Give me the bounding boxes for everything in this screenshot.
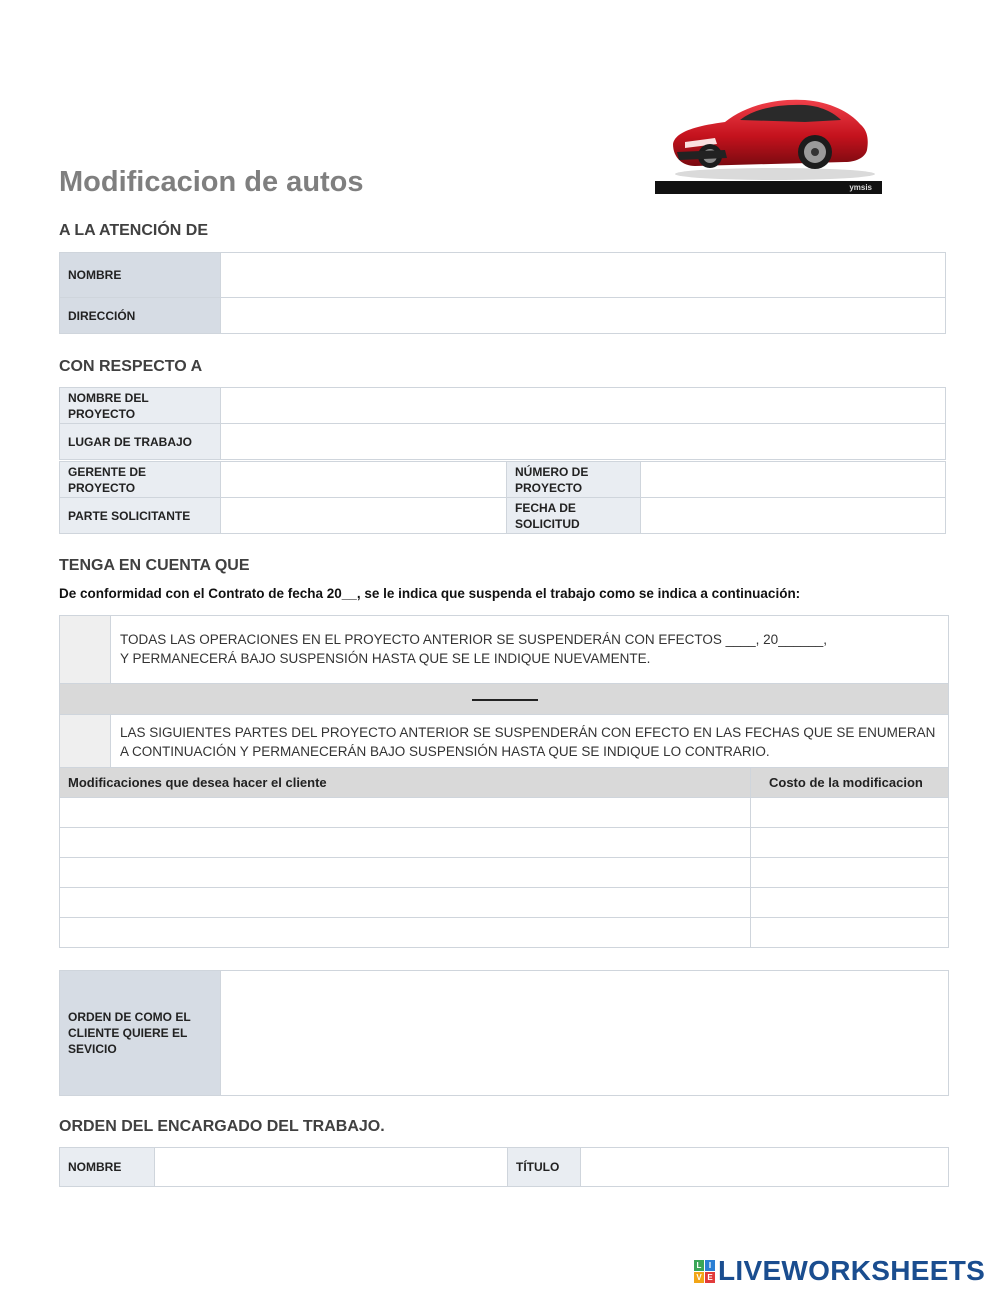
table-row xyxy=(60,918,949,948)
numero-proyecto-field[interactable] xyxy=(641,462,946,498)
fecha-solicitud-label: FECHA DE SOLICITUD xyxy=(507,498,641,534)
nombre-proyecto-field[interactable] xyxy=(221,388,946,424)
cost-cell[interactable] xyxy=(751,858,949,888)
option-2-checkbox[interactable] xyxy=(60,715,111,768)
modification-cell[interactable] xyxy=(60,858,751,888)
nombre-field[interactable] xyxy=(221,253,946,298)
option-1-line-1: TODAS LAS OPERACIONES EN EL PROYECTO ANTERIOR SE SUSPENDERÁN CON EFECTOS ____, 20______, xyxy=(120,632,827,647)
encargado-titulo-label: TÍTULO xyxy=(508,1148,581,1187)
car-image xyxy=(655,92,882,194)
table-row xyxy=(60,888,949,918)
cost-cell[interactable] xyxy=(751,888,949,918)
cost-column-header: Costo de la modificacion xyxy=(751,768,949,798)
orden-cliente-label: ORDEN DE COMO EL CLIENTE QUIERE EL SEVICIO xyxy=(60,971,221,1096)
option-separator xyxy=(60,684,948,715)
respecto-table-top xyxy=(59,387,946,460)
car-image-watermark: ymsis xyxy=(849,183,872,192)
option-1-line-2: Y PERMANECERÁ BAJO SUSPENSIÓN HASTA QUE SE LE INDIQUE NUEVAMENTE. xyxy=(120,651,651,666)
option-1-row xyxy=(60,616,948,684)
logo-text: LIVEWORKSHEETS xyxy=(718,1255,986,1286)
lugar-trabajo-label: LUGAR DE TRABAJO xyxy=(60,424,221,460)
logo-letter: E xyxy=(705,1272,715,1283)
option-1-checkbox[interactable] xyxy=(60,616,111,683)
respecto-table-bottom xyxy=(59,461,946,534)
option-2-row xyxy=(60,715,948,768)
encargado-table xyxy=(59,1147,949,1187)
direccion-field[interactable] xyxy=(221,298,946,334)
atencion-table xyxy=(59,252,946,334)
separator-line xyxy=(472,699,538,701)
encargado-nombre-field[interactable] xyxy=(155,1148,508,1187)
gerente-proyecto-label: GERENTE DE PROYECTO xyxy=(60,462,221,498)
car-image-strip xyxy=(655,181,882,194)
cost-cell[interactable] xyxy=(751,828,949,858)
encargado-titulo-field[interactable] xyxy=(581,1148,949,1187)
modification-cell[interactable] xyxy=(60,828,751,858)
parte-solicitante-field[interactable] xyxy=(221,498,507,534)
cost-cell[interactable] xyxy=(751,918,949,948)
contract-notice: De conformidad con el Contrato de fecha 20__, se le indica que suspenda el trabajo como se indica a continuación: xyxy=(59,586,801,601)
option-2-line-1: LAS SIGUIENTES PARTES DEL PROYECTO ANTERIOR SE SUSPENDERÁN CON EFECTO EN LAS FECHAS QUE SE ENUMERAN xyxy=(120,725,936,740)
orden-cliente-field[interactable] xyxy=(221,971,949,1096)
lugar-trabajo-field[interactable] xyxy=(221,424,946,460)
cost-cell[interactable] xyxy=(751,798,949,828)
page-title: Modificacion de autos xyxy=(59,166,364,198)
modification-cell[interactable] xyxy=(60,798,751,828)
logo-letter: V xyxy=(694,1272,704,1283)
direccion-label: DIRECCIÓN xyxy=(60,298,221,334)
numero-proyecto-label: NÚMERO DE PROYECTO xyxy=(507,462,641,498)
nombre-proyecto-label: NOMBRE DEL PROYECTO xyxy=(60,388,221,424)
modification-cell[interactable] xyxy=(60,918,751,948)
logo-letter: I xyxy=(705,1260,715,1271)
red-car-icon xyxy=(655,92,882,184)
table-row xyxy=(60,798,949,828)
liveworksheets-logo xyxy=(694,1255,985,1287)
logo-mark-icon xyxy=(694,1260,715,1283)
section-heading-respecto: CON RESPECTO A xyxy=(59,358,203,375)
suspension-options xyxy=(59,615,949,769)
modifications-table xyxy=(59,767,949,948)
section-heading-tenga: TENGA EN CUENTA QUE xyxy=(59,557,250,574)
fecha-solicitud-field[interactable] xyxy=(641,498,946,534)
option-2-line-2: A CONTINUACIÓN Y PERMANECERÁN BAJO SUSPENSIÓN HASTA QUE SE INDIQUE LO CONTRARIO. xyxy=(120,744,770,759)
table-row xyxy=(60,828,949,858)
parte-solicitante-label: PARTE SOLICITANTE xyxy=(60,498,221,534)
encargado-nombre-label: NOMBRE xyxy=(60,1148,155,1187)
gerente-proyecto-field[interactable] xyxy=(221,462,507,498)
nombre-label: NOMBRE xyxy=(60,253,221,298)
option-1-text xyxy=(111,616,948,683)
modifications-column-header: Modificaciones que desea hacer el cliente xyxy=(60,768,751,798)
orden-cliente-table xyxy=(59,970,949,1096)
section-heading-encargado: ORDEN DEL ENCARGADO DEL TRABAJO. xyxy=(59,1118,385,1135)
logo-letter: L xyxy=(694,1260,704,1271)
table-row xyxy=(60,858,949,888)
modification-cell[interactable] xyxy=(60,888,751,918)
option-2-text xyxy=(111,715,948,768)
section-heading-atencion: A LA ATENCIÓN DE xyxy=(59,222,209,239)
